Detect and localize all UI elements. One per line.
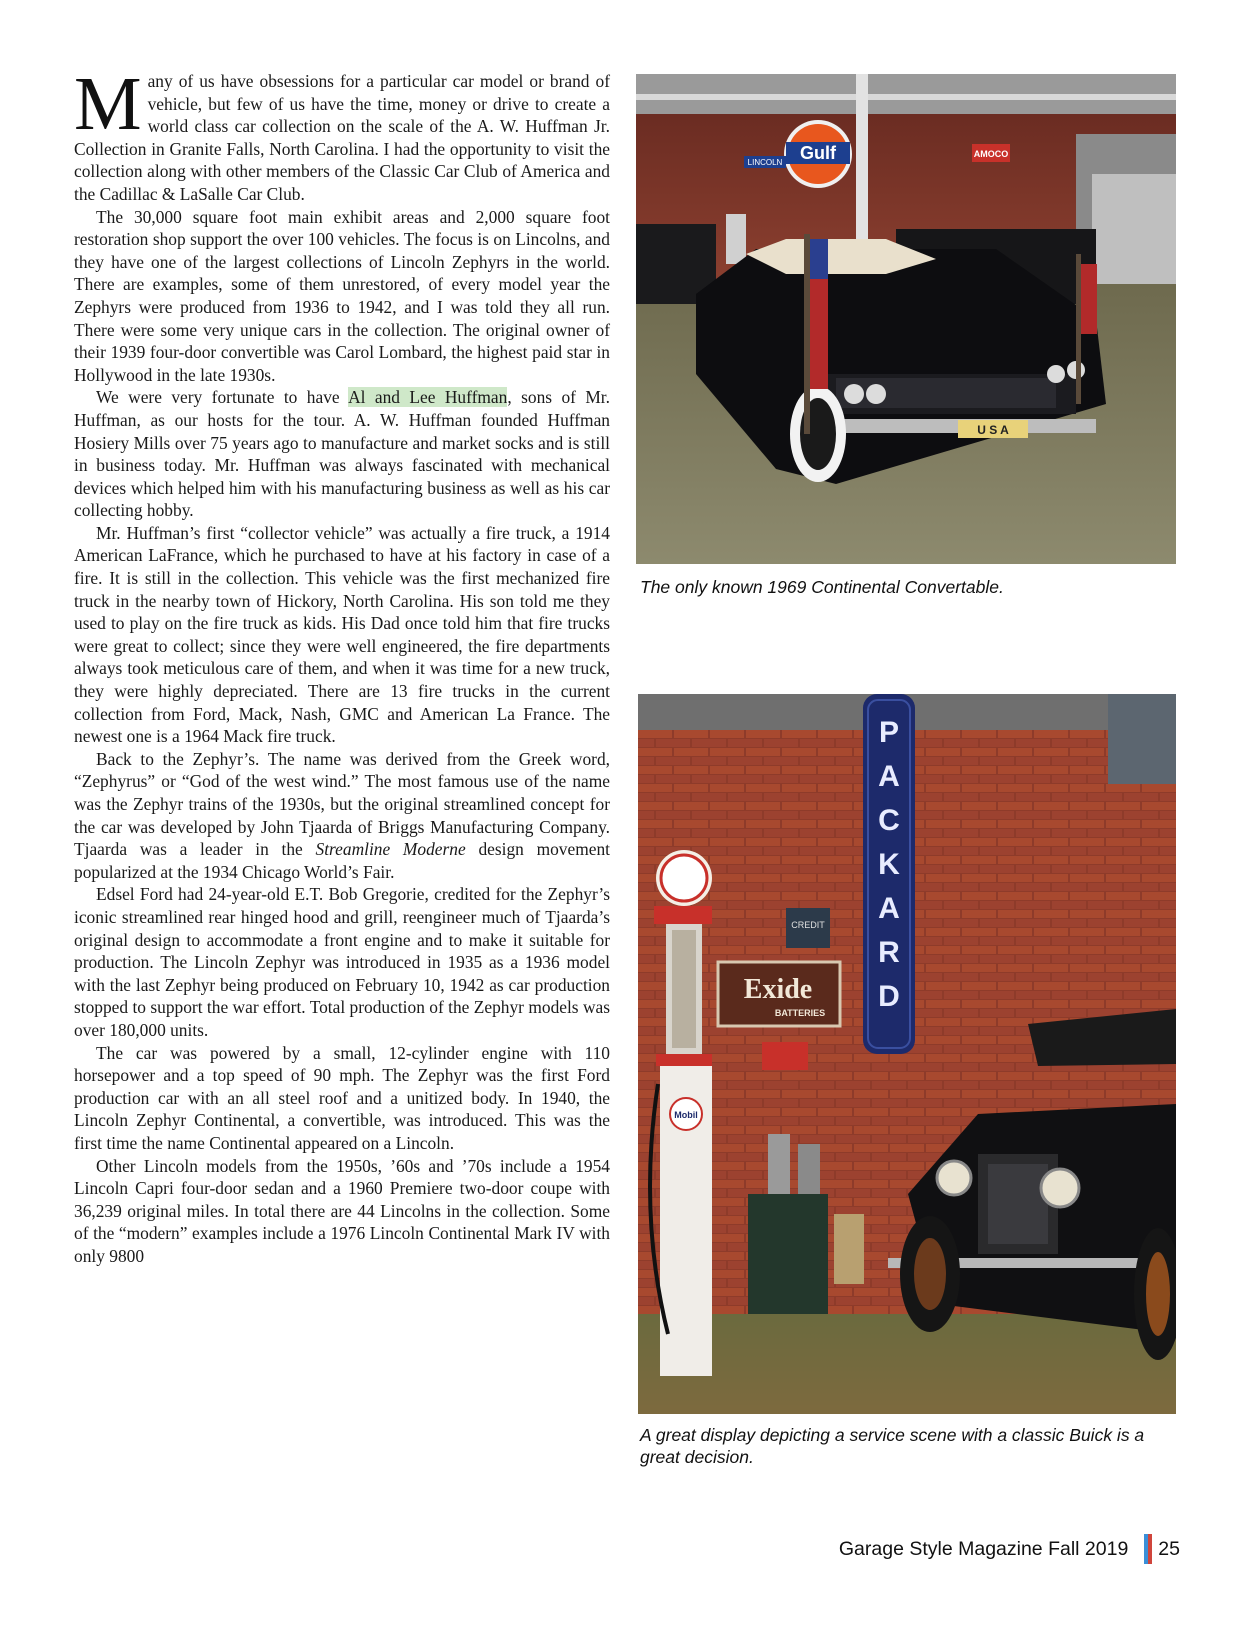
packard-letter: R xyxy=(878,936,900,969)
packard-letter: D xyxy=(878,980,900,1013)
gulf-sign: Gulf xyxy=(800,143,836,163)
packard-letter: K xyxy=(878,848,900,881)
paragraph-7: The car was powered by a small, 12-cylinder engine with 110 horsepower and a top speed of 90 mph. The Zephyr was the first Ford production car with an all steel roof and a unitized body. In 1940, the Lincoln Zephyr Continental, a convertible, was introduced. This was the first time the name Continental appeared on a Lincoln. xyxy=(74,1042,610,1153)
service-scene-caption: A great display depicting a service scene with a classic Buick is a great decision. xyxy=(640,1425,1145,1467)
batteries-text: BATTERIES xyxy=(774,1008,826,1018)
paragraph-6: Edsel Ford had 24-year-old E.T. Bob Gregorie, credited for the Zephyr’s iconic streamlined rear hinged hood and grill, reengineer much of Tjaarda’s original design to accommodate a front engine and to make it suitable for production. The Lincoln Zephyr was introduced in 1935 as a 1936 model with the last Zephyr being produced on February 10, 1942 as car production stopped to support the war effort. Total production of the Zephyr models was over 180,000 units. xyxy=(74,884,610,1040)
packard-letter: C xyxy=(878,804,900,837)
convertible-caption: The only known 1969 Continental Convertable. xyxy=(640,577,1004,597)
paragraph-5-text-b: design movement popularized at the 1934 Chicago World’s Fair. xyxy=(74,839,610,882)
packard-letter: P xyxy=(878,716,900,749)
drop-cap: M xyxy=(74,62,142,146)
exide-sign: Exide xyxy=(743,974,813,1005)
paragraph-5 xyxy=(74,748,610,884)
paragraph-3 xyxy=(74,386,610,522)
streamline-moderne-term: Streamline Moderne xyxy=(315,839,466,860)
amoco-sign: AMOCO xyxy=(973,149,1009,159)
page-number: 25 xyxy=(1158,1537,1180,1560)
packard-letter: A xyxy=(878,892,900,925)
page-footer xyxy=(839,1534,1180,1564)
paragraph-5-text-a: Back to the Zephyr’s. The name was derived from the Greek word, “Zephyrus” or “God of the west wind.” The most famous use of the name was the Zephyr trains of the 1930s, but the original streamlined concept for the car was developed by John Tjaarda of Briggs Manufacturing Company. Tjaarda was a leader in the xyxy=(74,748,610,860)
packard-sign xyxy=(878,716,900,1013)
paragraph-4: Mr. Huffman’s first “collector vehicle” was actually a fire truck, a 1914 American LaFrance, which he purchased to have at his factory in case of a fire. It is still in the collection. This vehicle was the first mechanized fire truck in the nearby town of Hickory, North Carolina. His son told me they used to play on the fire truck as kids. His Dad once told him that fire trucks were great to collect; since they were well engineered, the fire departments always took meticulous care of them, and when it was time for a new truck, they were highly depreciated. There are 13 fire trucks in the current collection from Ford, Mack, Nash, GMC and American La France. The newest one is a 1964 Mack fire truck. xyxy=(74,522,610,747)
usa-plate: U S A xyxy=(977,423,1009,437)
service-scene-photo xyxy=(638,694,1176,1414)
paragraph-2: The 30,000 square foot main exhibit areas and 2,000 square foot restoration shop support the over 100 vehicles. The focus is on Lincolns, and they have one of the largest collections of Lincoln Zephyrs in the world. There are examples, some of them unrestored, of every model year the Zephyrs were produced from 1936 to 1942, and I was told they all run. There were some very unique cars in the collection. The original owner of their 1939 four-door convertible was Carol Lombard, the highest paid star in Hollywood in the late 1930s. xyxy=(74,206,610,385)
magazine-title: Garage Style Magazine Fall 2019 xyxy=(838,1537,1129,1560)
paragraph-1-text: any of us have obsessions for a particular car model or brand of vehicle, but few of us have the time, money or drive to create a world class car collection on the scale of the A. W. Huffman Jr. Collection in Granite Falls, North Carolina. I had the opportunity to visit the collection along with other members of the Classic Car Club of America and the Cadillac & LaSalle Car Club. xyxy=(74,71,610,204)
lincoln-sign: LINCOLN xyxy=(747,158,783,167)
mobil-logo: Mobil xyxy=(674,1110,698,1120)
paragraph-3-text-b: , sons of Mr. Huffman, as our hosts for the tour. A. W. Huffman founded Huffman Hosiery Mills over 75 years ago to manufacture and market socks and is still in business today. Mr. Huffman was always fascinated with mechanical devices which helped him with his manufacturing business as well as his car collecting hobby. xyxy=(74,387,610,521)
paragraph-1 xyxy=(74,62,610,206)
highlighted-names: Al and Lee Huffman xyxy=(348,387,508,408)
packard-letter: A xyxy=(878,760,900,793)
convertible-photo xyxy=(636,74,1176,564)
paragraph-8: Other Lincoln models from the 1950s, ’60s and ’70s include a 1954 Lincoln Capri four-door sedan and a 1960 Premiere two-door coupe with 36,239 original miles. In total there are 44 Lincolns in the collection. Some of the “modern” examples include a 1976 Lincoln Continental Mark IV with only 9800 xyxy=(74,1155,610,1266)
article-body xyxy=(74,62,610,1267)
paragraph-3-text-a: We were very fortunate to have xyxy=(96,387,349,408)
showroom-illustration xyxy=(636,74,1176,564)
footer-accent-bar xyxy=(1144,1534,1152,1564)
service-scene-illustration xyxy=(638,694,1176,1414)
credit-sign: CREDIT xyxy=(791,920,825,930)
